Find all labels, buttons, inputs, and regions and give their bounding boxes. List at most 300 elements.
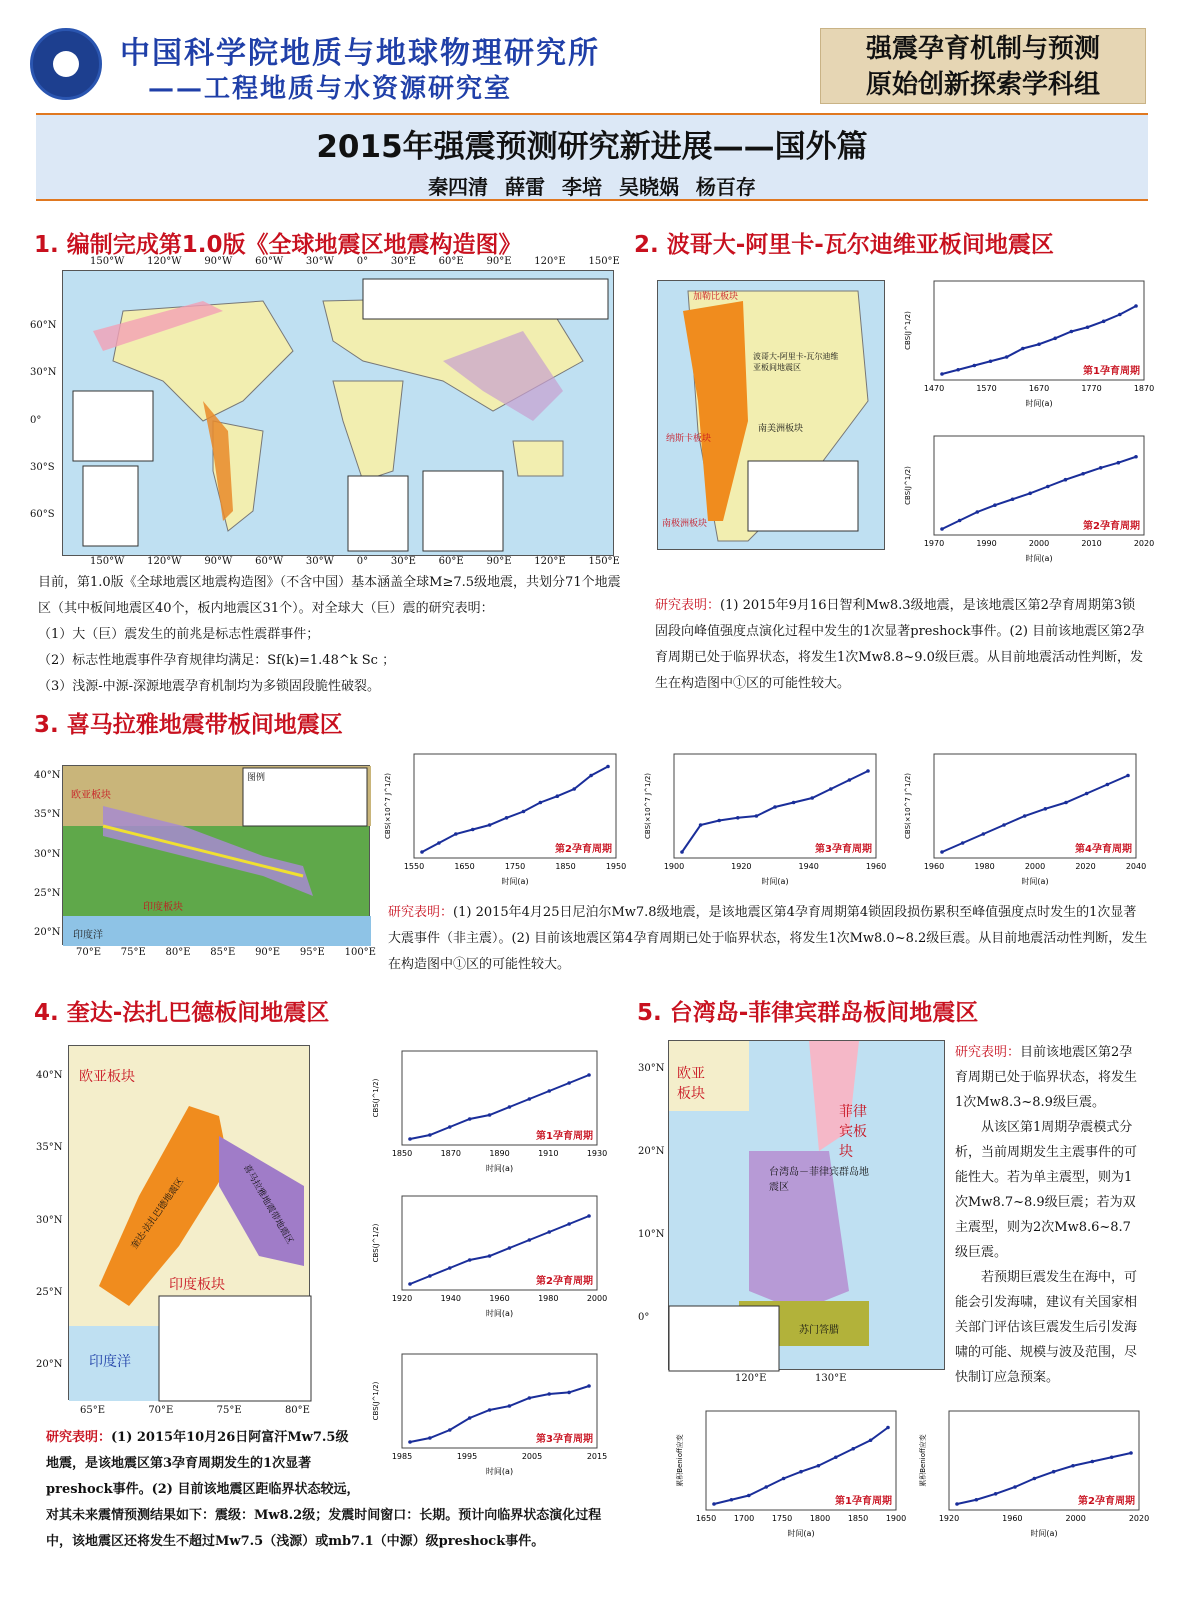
x-tick-label: 2020 bbox=[1128, 1514, 1150, 1523]
data-point bbox=[1028, 492, 1032, 496]
chart-svg bbox=[368, 1045, 608, 1175]
lon-tick: 80°E bbox=[165, 947, 191, 958]
map-label: 喜马拉雅地震带地震区 bbox=[240, 1163, 295, 1247]
data-point bbox=[567, 1081, 571, 1085]
lon-tick: 75°E bbox=[216, 1405, 242, 1416]
x-axis-label: 时间(a) bbox=[485, 1164, 514, 1173]
research-text: (1) 2015年4月25日尼泊尔Mw7.8级地震，是该地震区第4孕育周期第4锁固段损伤累积至峰值强度点时发生的1次显著大震事件（非主震）。(2) 目前该地震区第4孕育周期已处于临界状态，将发生1次Mw8.0~8.2级巨震。从目前地震活动性判断，发生在构造图中①区的可能性较大。 bbox=[388, 905, 1148, 972]
data-point bbox=[975, 1498, 979, 1502]
lat-tick: 35°N bbox=[36, 1142, 63, 1154]
data-point bbox=[567, 1222, 571, 1226]
section-3-text bbox=[388, 900, 1148, 978]
data-point bbox=[448, 1125, 452, 1129]
cycle-label: 第2孕育周期 bbox=[1078, 1496, 1135, 1507]
lat-tick: 30°N bbox=[36, 1214, 63, 1226]
data-point bbox=[1129, 1451, 1133, 1455]
data-point bbox=[437, 841, 441, 845]
benioff-chart-cycle-2 bbox=[915, 1405, 1150, 1544]
section-5-text bbox=[955, 1040, 1143, 1390]
data-point bbox=[747, 1494, 751, 1498]
data-point bbox=[958, 519, 962, 523]
map-lon-ticks-top bbox=[90, 256, 620, 267]
cycle-label: 第1孕育周期 bbox=[1083, 366, 1140, 377]
map-label: 加勒比板块 bbox=[693, 292, 739, 302]
data-point bbox=[1011, 497, 1015, 501]
section-1-text bbox=[38, 570, 628, 700]
y-axis-label: 累积Benioff应变 bbox=[919, 1434, 927, 1487]
data-point bbox=[1086, 325, 1090, 329]
map-label: 台湾岛－菲律宾群岛地震区 bbox=[769, 1167, 869, 1193]
research-label: 研究表明： bbox=[388, 905, 454, 920]
data-point bbox=[1099, 466, 1103, 470]
x-tick-label: 1750 bbox=[771, 1514, 793, 1523]
data-point bbox=[1005, 355, 1009, 359]
data-point bbox=[961, 841, 965, 845]
x-tick-label: 2040 bbox=[1125, 862, 1147, 871]
lon-tick: 60°W bbox=[255, 256, 284, 267]
x-tick-label: 1650 bbox=[695, 1514, 717, 1523]
cycle-label: 第1孕育周期 bbox=[835, 1496, 892, 1507]
x-tick-label: 1650 bbox=[454, 862, 475, 871]
data-point bbox=[1102, 320, 1106, 324]
chart-svg bbox=[368, 1190, 608, 1320]
cycle-label: 第2孕育周期 bbox=[1083, 521, 1140, 532]
lon-tick: 150°E bbox=[588, 256, 620, 267]
research-label: 研究表明： bbox=[955, 1045, 1021, 1060]
cbs-chart-cycle-3 bbox=[640, 748, 887, 892]
data-point bbox=[1052, 1470, 1056, 1474]
x-tick-label: 1770 bbox=[1081, 384, 1102, 393]
x-tick-label: 1850 bbox=[847, 1514, 869, 1523]
lat-tick: 10°N bbox=[638, 1229, 665, 1240]
data-point bbox=[680, 850, 684, 854]
x-axis-label: 时间(a) bbox=[501, 877, 529, 886]
lon-tick: 90°W bbox=[204, 256, 233, 267]
data-point bbox=[982, 832, 986, 836]
x-tick-label: 1960 bbox=[489, 1294, 510, 1303]
data-point bbox=[848, 778, 852, 782]
y-axis-label: CBS(J^1/2) bbox=[372, 1381, 380, 1421]
x-tick-label: 1570 bbox=[976, 384, 997, 393]
data-point bbox=[572, 787, 576, 791]
map-label: 南美洲板块 bbox=[758, 424, 804, 434]
x-axis-label: 时间(a) bbox=[787, 1529, 815, 1538]
y-axis-label: CBS(×10^7 J^1/2) bbox=[644, 773, 652, 839]
world-map-shapes bbox=[63, 271, 615, 557]
lon-tick: 70°E bbox=[76, 947, 102, 958]
x-tick-label: 1890 bbox=[489, 1149, 510, 1158]
y-axis-label: CBS(×10^7 J^1/2) bbox=[384, 773, 392, 839]
map-label: 纳斯卡板块 bbox=[666, 434, 712, 444]
data-point bbox=[420, 850, 424, 854]
institute-name: 中国科学院地质与地球物理研究所 bbox=[120, 36, 600, 71]
himalaya-map bbox=[62, 765, 370, 945]
chart-spacer bbox=[361, 1425, 611, 1483]
data-point bbox=[587, 1384, 591, 1388]
cbs-chart-cycle-1 bbox=[900, 275, 1155, 414]
x-tick-label: 1990 bbox=[976, 539, 997, 548]
x-tick-label: 2015 bbox=[586, 1452, 608, 1461]
lat-tick: 40°N bbox=[36, 1070, 63, 1081]
poster-title: 2015年强震预测研究新进展——国外篇 bbox=[316, 129, 868, 165]
x-axis-label: 时间(a) bbox=[1021, 877, 1049, 886]
data-point bbox=[993, 503, 997, 507]
data-point bbox=[1085, 792, 1089, 796]
lon-tick: 30°W bbox=[305, 556, 334, 567]
data-point bbox=[1037, 342, 1041, 346]
paragraph: 目前该地震区第2孕育周期已处于临界状态，将发生1次Mw8.3~8.9级巨震。 bbox=[955, 1045, 1138, 1110]
data-point bbox=[522, 810, 526, 814]
lon-tick: 0° bbox=[356, 556, 369, 567]
x-tick-label: 1985 bbox=[391, 1452, 413, 1461]
authors: 秦四清 薛雷 李培 吴晓娲 杨百存 bbox=[428, 175, 756, 199]
data-point bbox=[994, 1492, 998, 1496]
x-tick-label: 1870 bbox=[1133, 384, 1155, 393]
x-tick-label: 1800 bbox=[809, 1514, 831, 1523]
cycle-label: 第1孕育周期 bbox=[536, 1131, 593, 1142]
data-point bbox=[1106, 783, 1110, 787]
lon-tick: 70°E bbox=[148, 1405, 174, 1416]
map-label: 欧亚板块 bbox=[79, 1069, 135, 1085]
data-point bbox=[1046, 485, 1050, 489]
data-point bbox=[408, 1137, 412, 1141]
lat-tick: 0° bbox=[638, 1312, 650, 1323]
chart-svg bbox=[640, 748, 887, 888]
x-tick-label: 1850 bbox=[391, 1149, 413, 1158]
data-point bbox=[755, 814, 759, 818]
research-label: 研究表明： bbox=[655, 598, 721, 613]
data-point bbox=[488, 1254, 492, 1258]
x-tick-label: 1470 bbox=[923, 384, 945, 393]
data-point bbox=[773, 805, 777, 809]
data-point bbox=[488, 823, 492, 827]
data-point bbox=[1053, 337, 1057, 341]
data-point bbox=[1064, 801, 1068, 805]
data-point bbox=[1064, 478, 1068, 482]
x-axis-label: 时间(a) bbox=[485, 1467, 514, 1476]
x-tick-label: 2000 bbox=[1024, 862, 1046, 871]
data-point bbox=[851, 1447, 855, 1451]
y-axis-label: CBS(×10^7 J^1/2) bbox=[904, 773, 912, 839]
data-point bbox=[468, 1117, 472, 1121]
data-point bbox=[886, 1426, 890, 1430]
section-2-text bbox=[655, 593, 1145, 697]
section-1-heading: 1. 编制完成第1.0版《全球地震区地震构造图》 bbox=[34, 232, 522, 258]
data-point bbox=[468, 1258, 472, 1262]
y-axis-label: CBS(J^1/2) bbox=[904, 311, 912, 350]
x-tick-label: 2020 bbox=[1133, 539, 1155, 548]
data-point bbox=[1110, 1455, 1114, 1459]
research-text: (1) 2015年10月26日阿富汗Mw7.5级地震，是该地震区第3孕育周期发生的1次显著preshock事件。(2) 目前该地震区距临界状态较远，对其未来震情预测结果如下：震级：Mw8.2级；发震时间窗口：长期。预计向临界状态演化过程中，该地震区还将发生不超过Mw7.5（浅源）或mb7.1（中源）级preshock事件。 bbox=[46, 1430, 602, 1549]
data-point bbox=[717, 819, 721, 823]
lat-tick: 40°N bbox=[34, 770, 61, 781]
data-point bbox=[1134, 455, 1138, 459]
global-tectonic-map bbox=[62, 270, 614, 556]
lat-tick: 20°N bbox=[34, 927, 61, 938]
data-point bbox=[869, 1438, 873, 1442]
data-point bbox=[792, 801, 796, 805]
himalaya-lon-ticks bbox=[76, 947, 376, 958]
x-tick-label: 1940 bbox=[440, 1294, 461, 1303]
x-tick-label: 1670 bbox=[1028, 384, 1050, 393]
lon-tick: 90°E bbox=[486, 256, 512, 267]
lon-tick: 120°E bbox=[735, 1373, 767, 1384]
data-point bbox=[730, 1498, 734, 1502]
lon-tick: 90°W bbox=[204, 556, 233, 567]
paragraph: 目前，第1.0版《全球地震区地震构造图》（不含中国）基本涵盖全球M≥7.5级地震，共划分71个地震区（其中板间地震区40个，板内地震区31个）。对全球大（巨）震的研究表明： bbox=[38, 575, 621, 616]
y-axis-label: 累积Benioff应变 bbox=[676, 1434, 684, 1487]
cycle-label: 第4孕育周期 bbox=[1075, 844, 1132, 855]
lat-tick: 30°N bbox=[34, 848, 61, 860]
data-point bbox=[1091, 1460, 1095, 1464]
data-point bbox=[1126, 774, 1130, 778]
lon-tick: 120°E bbox=[534, 256, 566, 267]
lon-tick: 100°E bbox=[344, 947, 376, 958]
lon-tick: 30°E bbox=[390, 256, 416, 267]
paragraph: 从该区第1周期孕震模式分析，当前周期发生主震事件的可能性大。若为单主震型，则为1次Mw8.7~8.9级巨震；若为双主震型，则为2次Mw8.6~8.7级巨震。 bbox=[955, 1120, 1138, 1260]
section-5-heading: 5. 台湾岛-菲律宾群岛板间地震区 bbox=[637, 1000, 979, 1026]
data-point bbox=[1033, 1477, 1037, 1481]
finding-1: （1）大（巨）震发生的前兆是标志性震群事件； bbox=[38, 627, 320, 642]
data-point bbox=[505, 816, 509, 820]
map-label: 奎达-法扎巴德地震区 bbox=[129, 1176, 186, 1252]
lon-tick: 85°E bbox=[210, 947, 236, 958]
plot-frame bbox=[414, 754, 616, 858]
data-point bbox=[547, 1089, 551, 1093]
lat-tick: 20°N bbox=[36, 1359, 63, 1370]
cbs-chart-cycle-2 bbox=[368, 1190, 608, 1324]
x-tick-label: 1700 bbox=[733, 1514, 755, 1523]
cycle-label: 第2孕育周期 bbox=[536, 1276, 593, 1287]
chart-svg bbox=[380, 748, 627, 888]
x-tick-label: 2005 bbox=[521, 1452, 543, 1461]
chart-svg bbox=[915, 1405, 1150, 1540]
data-point bbox=[973, 364, 977, 368]
data-point bbox=[488, 1113, 492, 1117]
data-point bbox=[1044, 807, 1048, 811]
x-tick-label: 2000 bbox=[1028, 539, 1050, 548]
x-tick-label: 1960 bbox=[1002, 1514, 1023, 1523]
lon-tick: 75°E bbox=[120, 947, 146, 958]
lab-name: ——工程地质与水资源研究室 bbox=[148, 74, 513, 104]
y-axis-label: CBS(J^1/2) bbox=[904, 466, 912, 505]
lon-tick: 30°E bbox=[390, 556, 416, 567]
data-point bbox=[508, 1105, 512, 1109]
x-axis-label: 时间(a) bbox=[1025, 399, 1053, 408]
data-point bbox=[1023, 814, 1027, 818]
lat-tick: 35°N bbox=[34, 809, 61, 821]
lat-tick: 60°N bbox=[30, 320, 57, 331]
data-point bbox=[547, 1392, 551, 1396]
map-label: 南极洲板块 bbox=[662, 519, 708, 529]
lat-tick: 20°N bbox=[638, 1146, 665, 1157]
map-label: 欧亚板块 bbox=[677, 1066, 705, 1102]
data-point bbox=[712, 1502, 716, 1506]
title-banner bbox=[36, 113, 1148, 201]
data-point bbox=[699, 823, 703, 827]
data-point bbox=[1021, 347, 1025, 351]
data-point bbox=[956, 368, 960, 372]
data-point bbox=[817, 1464, 821, 1468]
data-point bbox=[1118, 313, 1122, 317]
data-point bbox=[555, 794, 559, 798]
lon-tick: 65°E bbox=[80, 1405, 106, 1416]
lon-tick: 60°W bbox=[255, 556, 284, 567]
data-point bbox=[428, 1133, 432, 1137]
lon-tick: 150°W bbox=[90, 256, 125, 267]
data-point bbox=[764, 1485, 768, 1489]
data-point bbox=[468, 1416, 472, 1420]
cas-logo bbox=[30, 28, 102, 100]
data-point bbox=[940, 527, 944, 531]
y-axis-label: CBS(J^1/2) bbox=[372, 1223, 380, 1263]
x-tick-label: 1970 bbox=[923, 539, 945, 548]
lat-tick: 0° bbox=[30, 414, 42, 426]
x-tick-label: 2010 bbox=[1081, 539, 1102, 548]
map-lat-ticks bbox=[30, 320, 56, 520]
data-point bbox=[782, 1477, 786, 1481]
lon-tick: 90°E bbox=[255, 947, 281, 958]
x-tick-label: 1960 bbox=[865, 862, 887, 871]
map-label: 印度板块 bbox=[143, 902, 183, 913]
x-tick-label: 1920 bbox=[938, 1514, 960, 1523]
data-point bbox=[539, 801, 543, 805]
lat-tick: 25°N bbox=[34, 887, 61, 899]
finding-3: （3）浅源-中源-深源地震孕育机制均为多锁固段脆性破裂。 bbox=[38, 679, 381, 694]
data-point bbox=[408, 1282, 412, 1286]
map-lon-ticks-bottom bbox=[90, 556, 620, 567]
data-point bbox=[547, 1230, 551, 1234]
cycle-label: 第3孕育周期 bbox=[815, 844, 872, 855]
data-point bbox=[508, 1404, 512, 1408]
lon-tick: 150°E bbox=[588, 556, 620, 567]
data-point bbox=[1071, 1464, 1075, 1468]
x-tick-label: 1850 bbox=[555, 862, 576, 871]
x-tick-label: 1980 bbox=[974, 862, 995, 871]
lon-tick: 150°W bbox=[90, 556, 125, 567]
data-point bbox=[528, 1396, 532, 1400]
lat-tick: 60°S bbox=[30, 509, 55, 520]
chart-svg bbox=[900, 275, 1155, 410]
lon-tick: 120°W bbox=[147, 556, 182, 567]
section-3-heading: 3. 喜马拉雅地震带板间地震区 bbox=[34, 712, 343, 738]
cbs-chart-cycle-4 bbox=[900, 748, 1147, 892]
map-lon-ticks bbox=[80, 1405, 310, 1416]
data-point bbox=[471, 828, 475, 832]
cycle-label: 第3孕育周期 bbox=[536, 1434, 593, 1445]
x-axis-label: 时间(a) bbox=[1030, 1529, 1058, 1538]
x-tick-label: 1750 bbox=[504, 862, 526, 871]
x-tick-label: 1980 bbox=[538, 1294, 559, 1303]
research-group-box bbox=[820, 28, 1146, 104]
data-point bbox=[508, 1246, 512, 1250]
x-tick-label: 1910 bbox=[538, 1149, 559, 1158]
section-4-heading: 4. 奎达-法扎巴德板间地震区 bbox=[34, 1000, 330, 1026]
x-tick-label: 1870 bbox=[440, 1149, 461, 1158]
data-point bbox=[955, 1502, 959, 1506]
data-point bbox=[528, 1097, 532, 1101]
data-point bbox=[1070, 330, 1074, 334]
benioff-chart-cycle-1 bbox=[672, 1405, 907, 1544]
x-tick-label: 1995 bbox=[456, 1452, 478, 1461]
data-point bbox=[606, 765, 610, 769]
data-point bbox=[587, 1214, 591, 1218]
data-point bbox=[1013, 1485, 1017, 1489]
x-tick-label: 1920 bbox=[391, 1294, 413, 1303]
x-tick-label: 1550 bbox=[403, 862, 425, 871]
lat-tick: 30°N bbox=[638, 1063, 665, 1074]
himalaya-lat-ticks bbox=[34, 770, 60, 938]
data-point bbox=[1081, 472, 1085, 476]
research-text: (1) 2015年9月16日智利Mw8.3级地震，是该地震区第2孕育周期第3锁固段向峰值强度点演化过程中发生的1次显著preshock事件。(2) 目前该地震区第2孕育周期已处于临界状态，将发生1次Mw8.8~9.0级巨震。从目前地震活动性判断，发生在构造图中①区的可能性较大。 bbox=[655, 598, 1145, 691]
x-tick-label: 1900 bbox=[885, 1514, 907, 1523]
research-label: 研究表明： bbox=[46, 1430, 112, 1445]
quetta-map bbox=[68, 1045, 310, 1400]
x-tick-label: 2000 bbox=[586, 1294, 608, 1303]
data-point bbox=[454, 832, 458, 836]
map-label: 印度板块 bbox=[169, 1277, 225, 1293]
section-2-heading: 2. 波哥大-阿里卡-瓦尔迪维亚板间地震区 bbox=[634, 232, 1054, 258]
lon-tick: 120°W bbox=[147, 256, 182, 267]
data-point bbox=[589, 774, 593, 778]
lon-tick: 130°E bbox=[815, 1373, 847, 1384]
lon-tick: 60°E bbox=[438, 556, 464, 567]
data-point bbox=[567, 1391, 571, 1395]
data-point bbox=[799, 1470, 803, 1474]
data-point bbox=[940, 372, 944, 376]
lon-tick: 95°E bbox=[299, 947, 325, 958]
chart-svg bbox=[900, 748, 1147, 888]
cbs-chart-cycle-2 bbox=[900, 430, 1155, 569]
x-tick-label: 1940 bbox=[798, 862, 819, 871]
x-tick-label: 1960 bbox=[923, 862, 945, 871]
data-point bbox=[829, 787, 833, 791]
data-point bbox=[428, 1274, 432, 1278]
finding-2: （2）标志性地震事件孕育规律均满足：Sf(k)=1.48^k Sc ； bbox=[38, 653, 396, 668]
map-label: 菲律宾板块 bbox=[839, 1104, 867, 1160]
group-line-1: 强震孕育机制与预测 bbox=[865, 34, 1100, 64]
section-4-text bbox=[46, 1425, 611, 1555]
x-tick-label: 1930 bbox=[586, 1149, 608, 1158]
data-point bbox=[448, 1266, 452, 1270]
map-label: 印度洋 bbox=[73, 930, 103, 941]
quetta-lat-ticks bbox=[36, 1070, 62, 1370]
map-label: 印度洋 bbox=[89, 1354, 131, 1370]
y-axis-label: CBS(J^1/2) bbox=[372, 1078, 380, 1118]
data-point bbox=[989, 359, 993, 363]
lon-tick: 60°E bbox=[438, 256, 464, 267]
x-axis-label: 时间(a) bbox=[1025, 554, 1053, 563]
x-tick-label: 2020 bbox=[1075, 862, 1096, 871]
map-label: 欧亚板块 bbox=[71, 790, 111, 801]
map-label: 苏门答腊 bbox=[799, 1325, 839, 1336]
cbs-chart-cycle-1 bbox=[368, 1045, 608, 1179]
taiwan-lat-ticks bbox=[638, 1063, 664, 1323]
data-point bbox=[587, 1073, 591, 1077]
x-axis-label: 时间(a) bbox=[761, 877, 789, 886]
group-line-2: 原始创新探索学科组 bbox=[865, 70, 1100, 100]
lon-tick: 90°E bbox=[486, 556, 512, 567]
chart-svg bbox=[900, 430, 1155, 565]
x-tick-label: 1920 bbox=[731, 862, 752, 871]
lon-tick: 80°E bbox=[284, 1405, 310, 1416]
data-point bbox=[736, 816, 740, 820]
south-america-map bbox=[657, 280, 885, 550]
lat-tick: 25°N bbox=[36, 1286, 63, 1298]
data-point bbox=[528, 1238, 532, 1242]
lat-tick: 30°N bbox=[30, 367, 57, 379]
lat-tick: 30°S bbox=[30, 461, 55, 473]
